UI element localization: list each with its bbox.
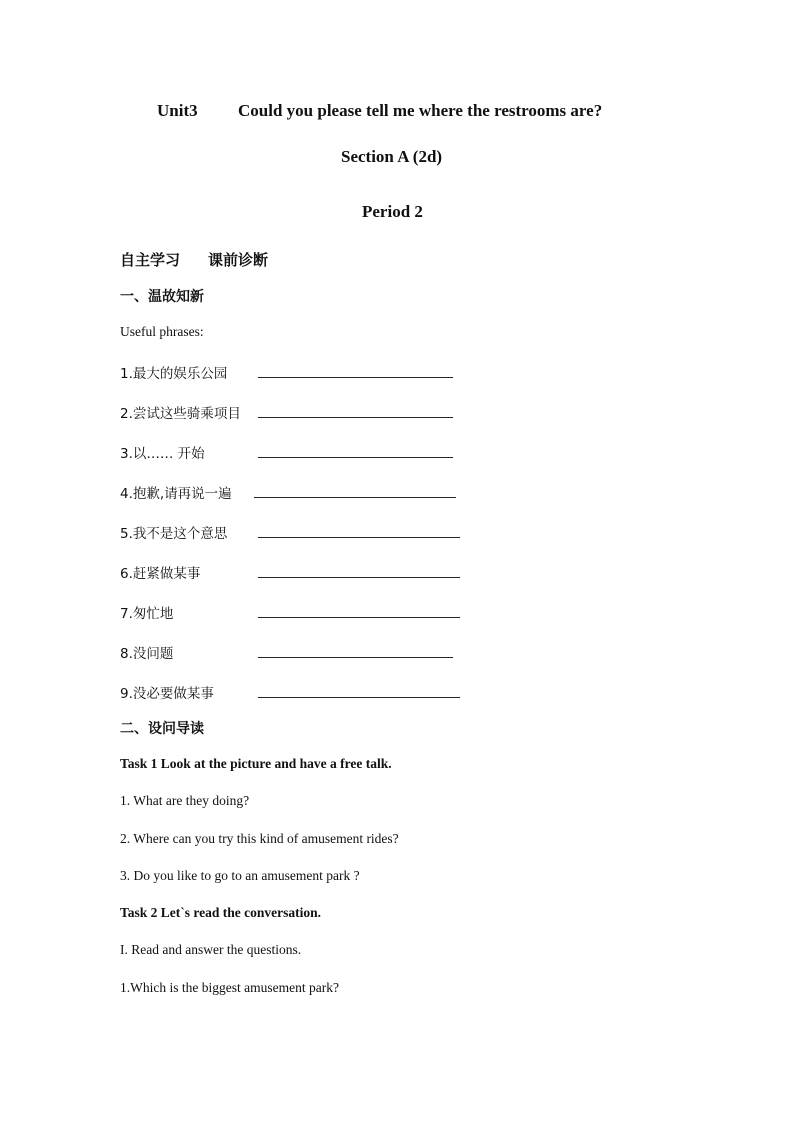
task1-title: Task 1 Look at the picture and have a free talk.	[120, 756, 392, 771]
page-title: Could you please tell me where the restrooms are?	[238, 101, 603, 120]
task2-title: Task 2 Let`s read the conversation.	[120, 905, 322, 920]
useful-phrases-intro: Useful phrases:	[120, 324, 204, 339]
phrase-item: 4.抱歉,请再说一遍	[120, 486, 232, 502]
answer-blank[interactable]	[258, 417, 453, 418]
answer-blank[interactable]	[258, 457, 453, 458]
answer-blank[interactable]	[258, 697, 460, 698]
part1-heading: 一、温故知新	[120, 289, 204, 305]
phrase-item: 7.匆忙地	[120, 606, 174, 622]
task2-instruction: I. Read and answer the questions.	[120, 942, 302, 957]
section-label: Section A (2d)	[341, 147, 443, 166]
self-study-label: 自主学习	[120, 251, 181, 269]
phrase-item: 9.没必要做某事	[120, 686, 214, 702]
phrase-item: 8.没问题	[120, 646, 174, 662]
answer-blank[interactable]	[258, 377, 453, 378]
answer-blank[interactable]	[258, 657, 453, 658]
phrase-item: 1.最大的娱乐公园	[120, 366, 228, 382]
task1-question: 2. Where can you try this kind of amusement rides?	[120, 831, 399, 846]
answer-blank[interactable]	[254, 497, 456, 498]
answer-blank[interactable]	[258, 537, 460, 538]
task2-question: 1.Which is the biggest amusement park?	[120, 980, 339, 995]
phrase-item: 2.尝试这些骑乘项目	[120, 406, 241, 422]
period-label: Period 2	[362, 202, 423, 221]
phrase-item: 6.赶紧做某事	[120, 566, 201, 582]
phrase-item: 3.以…… 开始	[120, 446, 205, 462]
unit-label: Unit3	[157, 101, 198, 120]
phrase-item: 5.我不是这个意思	[120, 526, 228, 542]
part2-heading: 二、设问导读	[120, 721, 204, 737]
task1-question: 1. What are they doing?	[120, 793, 250, 808]
task1-question: 3. Do you like to go to an amusement park ?	[120, 868, 360, 883]
answer-blank[interactable]	[258, 577, 460, 578]
pre-class-label: 课前诊断	[208, 251, 269, 269]
answer-blank[interactable]	[258, 617, 460, 618]
